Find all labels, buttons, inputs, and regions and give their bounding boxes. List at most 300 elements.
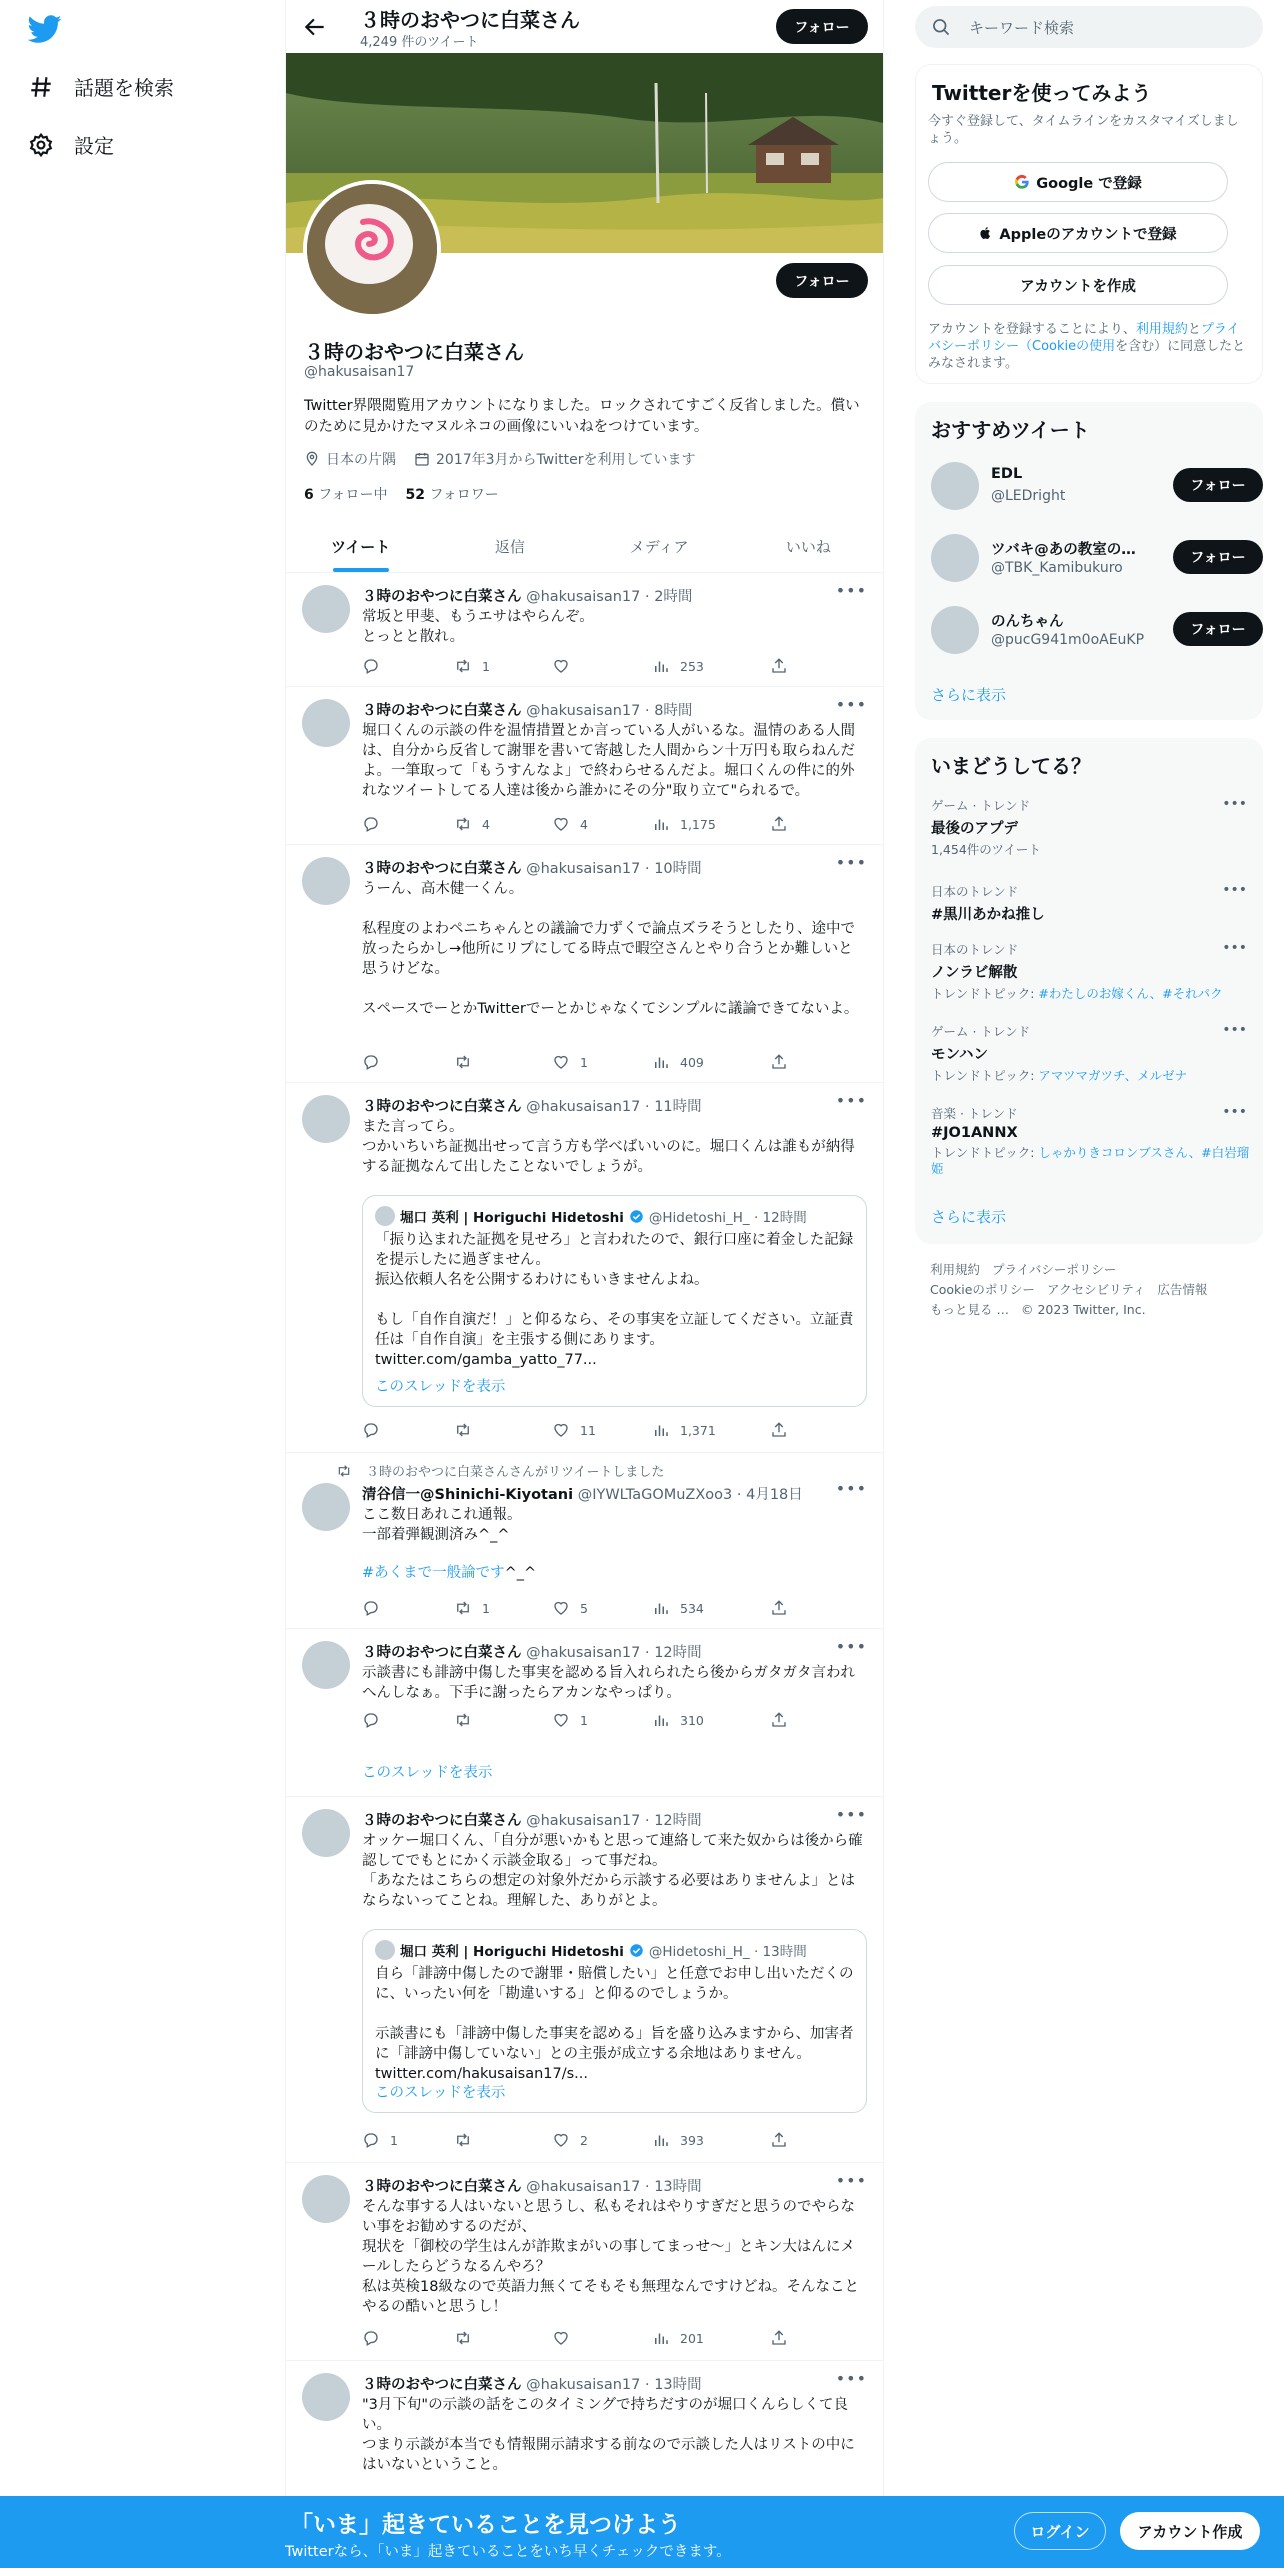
tweet-actions bbox=[362, 1053, 792, 1073]
tweet-author-name[interactable]: ３時のおやつに白菜さん bbox=[362, 861, 522, 877]
views-button[interactable] bbox=[652, 1053, 704, 1071]
tab-likes[interactable]: いいね bbox=[785, 537, 831, 556]
trend-context: 音楽 · トレンド bbox=[931, 1106, 1018, 1121]
like-button[interactable] bbox=[552, 2329, 580, 2347]
tweet-actions bbox=[362, 2329, 792, 2349]
reply-button[interactable] bbox=[362, 1711, 390, 1729]
more-icon[interactable]: ••• bbox=[1222, 796, 1247, 812]
tweet-author-name[interactable]: ３時のおやつに白菜さん bbox=[362, 2377, 522, 2393]
retweet-icon bbox=[454, 815, 472, 833]
like-icon bbox=[552, 1599, 570, 1617]
tweet-actions bbox=[362, 2131, 792, 2151]
like-count: 2 bbox=[580, 2132, 588, 2148]
bottom-signup-bar bbox=[0, 2496, 1284, 2568]
avatar[interactable] bbox=[931, 534, 979, 582]
recommended-title: おすすめツイート bbox=[931, 418, 1090, 442]
trend-topics-label: トレンドトピック: bbox=[931, 1068, 1039, 1083]
like-count: 1 bbox=[580, 1712, 588, 1728]
hashtag-link[interactable]: #あくまで一般論です bbox=[362, 1565, 505, 1581]
suggested-user[interactable] bbox=[931, 534, 1251, 584]
suggested-user-name: ツバキ@あの教室の… bbox=[991, 542, 1136, 558]
signup-subtitle: 今すぐ登録して、タイムラインをカスタマイズしましょう。 bbox=[928, 114, 1239, 146]
trend-context: 日本のトレンド bbox=[931, 942, 1019, 957]
views-icon bbox=[652, 2329, 670, 2347]
reply-icon bbox=[362, 2329, 380, 2347]
calendar-icon bbox=[414, 451, 430, 467]
retweet-icon bbox=[454, 1053, 472, 1071]
quoted-tweet[interactable] bbox=[362, 1195, 867, 1407]
profile-joined bbox=[414, 449, 695, 469]
tweet-text: また言ってら。 つかいちいち証拠出せって言う方も学べばいいのに。堀口くんは誰もが納得する証拠なんて出したことないでしょうが。 bbox=[362, 1119, 855, 1175]
tab-replies[interactable]: 返信 bbox=[494, 537, 525, 556]
tweet-text: 堀口くんの示談の件を温情措置とか言っている人がいるな。温情のある人間は、自分から反省して謝罪を書いて寄越した人間からン十万円も取らねんだよ。一筆取って「もうすんなよ」で終わらせるんだよ。堀口くんの件に的外れなツイートしてる人達は後から誰かにその分"取り立て"られるで。 bbox=[362, 723, 855, 799]
share-button[interactable] bbox=[770, 657, 798, 675]
reply-icon bbox=[362, 1711, 380, 1729]
retweet-icon bbox=[454, 2329, 472, 2347]
signup-title: Twitterを使ってみよう bbox=[932, 81, 1152, 105]
more-icon[interactable]: ••• bbox=[835, 1805, 867, 1824]
more-icon[interactable]: ••• bbox=[835, 695, 867, 714]
views-count: 1,371 bbox=[680, 1422, 716, 1438]
suggested-user[interactable] bbox=[931, 462, 1251, 512]
tweet-meta: @hakusaisan17 · 12時間 bbox=[526, 1813, 702, 1829]
trends-more-link[interactable]: さらに表示 bbox=[931, 1208, 1007, 1226]
reply-button[interactable] bbox=[362, 1053, 390, 1071]
more-icon[interactable]: ••• bbox=[1222, 882, 1247, 898]
reply-button[interactable] bbox=[362, 657, 390, 675]
like-icon bbox=[552, 1421, 570, 1439]
more-icon[interactable]: ••• bbox=[835, 1479, 867, 1498]
views-count: 393 bbox=[680, 2132, 704, 2148]
reply-button[interactable] bbox=[362, 2131, 398, 2149]
views-icon bbox=[652, 2131, 670, 2149]
retweet-button[interactable] bbox=[454, 1053, 482, 1071]
more-icon[interactable]: ••• bbox=[835, 2369, 867, 2388]
avatar[interactable] bbox=[302, 2373, 350, 2421]
more-icon[interactable]: ••• bbox=[835, 1091, 867, 1110]
tweet[interactable] bbox=[286, 1797, 883, 2163]
legal-post: を含む）に同意したとみなされます。 bbox=[928, 339, 1246, 371]
avatar[interactable] bbox=[302, 1483, 350, 1531]
avatar[interactable] bbox=[931, 462, 979, 510]
views-button[interactable] bbox=[652, 1599, 704, 1617]
like-button[interactable] bbox=[552, 657, 580, 675]
legal-pre: アカウントを登録することにより、 bbox=[928, 322, 1136, 337]
bottom-title: 「いま」起きていることを見つけよう bbox=[290, 2512, 681, 2538]
quote-avatar bbox=[375, 1940, 395, 1960]
tweet-header bbox=[362, 699, 692, 720]
signup-legal bbox=[928, 321, 1248, 372]
retweet-icon bbox=[454, 2131, 472, 2149]
trend-title: #黒川あかね推し bbox=[931, 907, 1045, 923]
retweet-button[interactable] bbox=[454, 1711, 482, 1729]
following-link[interactable] bbox=[304, 484, 388, 504]
retweet-small-icon bbox=[336, 1463, 352, 1479]
share-icon bbox=[770, 1421, 788, 1439]
suggested-user[interactable] bbox=[931, 606, 1251, 656]
tweet-author-name[interactable]: ３時のおやつに白菜さん bbox=[362, 1099, 522, 1115]
views-count: 201 bbox=[680, 2330, 704, 2346]
tweet-actions bbox=[362, 1599, 792, 1619]
verified-badge-icon bbox=[629, 1209, 644, 1224]
share-button[interactable] bbox=[770, 2131, 798, 2149]
retweet-button[interactable] bbox=[454, 2131, 482, 2149]
tweet-header bbox=[362, 1641, 702, 1662]
trend-topics-links[interactable]: しゃかりきコロンブスさん、#白岩瑠姫 bbox=[931, 1145, 1250, 1176]
more-icon[interactable]: ••• bbox=[835, 2171, 867, 2190]
suggested-user-handle: @pucG941m0oAEuKP bbox=[991, 632, 1145, 648]
tweet-header bbox=[362, 1483, 803, 1504]
suggested-user-name: EDL bbox=[991, 466, 1023, 482]
like-icon bbox=[552, 1711, 570, 1729]
views-icon bbox=[652, 815, 670, 833]
retweet-button[interactable] bbox=[454, 657, 490, 675]
share-icon bbox=[770, 2131, 788, 2149]
tweet-actions bbox=[362, 657, 792, 677]
share-icon bbox=[770, 657, 788, 675]
quote-author-name: 堀口 英利 | Horiguchi Hidetoshi bbox=[400, 1944, 624, 1960]
views-button[interactable] bbox=[652, 815, 716, 833]
tweet-text: うーん、高木健一くん。 私程度のよわペニちゃんとの議論で力ずくで論点ズラそうとしたり、途中で放ったらかし→他所にリプにしてる時点で暇空さんとやり合うとか難しいと思うけどな。 スペースでーとかTwitterでーとかじゃなくてシンプルに議論できてないよ。 bbox=[362, 881, 859, 1017]
trend-item[interactable] bbox=[931, 796, 1251, 858]
retweet-icon bbox=[454, 1421, 472, 1439]
reply-icon bbox=[362, 815, 380, 833]
quote-avatar bbox=[375, 1206, 395, 1226]
share-icon bbox=[770, 1053, 788, 1071]
like-count: 4 bbox=[580, 816, 588, 832]
tweet-author-name[interactable]: ３時のおやつに白菜さん bbox=[362, 1645, 522, 1661]
share-button[interactable] bbox=[770, 1421, 798, 1439]
reply-icon bbox=[362, 1599, 380, 1617]
tweet-text: 示談書にも誹謗中傷した事実を認める旨入れられたら後からガタガタ言われへんしなぁ。下手に謝ったらアカンなやっぱり。 bbox=[362, 1665, 855, 1701]
quote-text: 自ら「誹謗中傷したので謝罪・賠償したい」と任意でお申し出いただくのに、いったい何を「勘違いする」と仰るのでしょうか。 示談書にも「誹謗中傷した事実を認める」旨を盛り込みますから、加害者に「誹謗中傷していない」との主張が成立する余地はありません。 twitter.com/hakusaisan17/s... bbox=[375, 1966, 854, 2082]
avatar[interactable] bbox=[302, 1641, 350, 1689]
like-count: 1 bbox=[580, 1054, 588, 1070]
tweet-header bbox=[362, 2373, 702, 2394]
footer bbox=[930, 1260, 1250, 1320]
profile-location bbox=[304, 449, 396, 469]
footer-terms[interactable]: 利用規約 bbox=[930, 1262, 981, 1277]
reply-count: 1 bbox=[390, 2132, 398, 2148]
show-thread-link[interactable]: このスレッドを表示 bbox=[362, 1765, 493, 1781]
followers-link[interactable] bbox=[406, 484, 499, 504]
search-placeholder: キーワード検索 bbox=[969, 18, 1075, 37]
followers-label: フォロワー bbox=[429, 487, 499, 503]
reply-button[interactable] bbox=[362, 1421, 390, 1439]
quote-text: 「振り込まれた証拠を見せろ」と言われたので、銀行口座に着金した記録を提示したに過ぎません。 振込依頼人名を公開するわけにもいきませんよね。 もし「自作自演だ！」と仰るなら、その事実を立証してください。立証責任は「自作自演」を主張する側にあります。 twitter.com/gamba_yatto_77... bbox=[375, 1232, 854, 1368]
trend-item[interactable] bbox=[931, 1104, 1251, 1177]
views-button[interactable] bbox=[652, 1711, 704, 1729]
tweet-hashtag-line bbox=[362, 1563, 867, 1583]
share-button[interactable] bbox=[770, 1711, 798, 1729]
apple-icon bbox=[979, 225, 993, 241]
views-button[interactable] bbox=[652, 657, 704, 675]
tweet-author-name[interactable]: ３時のおやつに白菜さん bbox=[362, 2179, 522, 2195]
trend-item[interactable] bbox=[931, 1022, 1251, 1084]
retweet-button[interactable] bbox=[454, 815, 490, 833]
profile-joined-text: 2017年3月からTwitterを利用しています bbox=[436, 452, 696, 468]
avatar-naruto-image bbox=[307, 184, 437, 314]
signup-button[interactable]: アカウント作成 bbox=[1120, 2512, 1260, 2550]
google-signup-label: Google で登録 bbox=[1036, 175, 1142, 192]
reply-icon bbox=[362, 657, 380, 675]
quote-author-name: 堀口 英利 | Horiguchi Hidetoshi bbox=[400, 1210, 624, 1226]
views-icon bbox=[652, 657, 670, 675]
recommended-more-link[interactable]: さらに表示 bbox=[931, 686, 1007, 704]
footer-copyright: © 2023 Twitter, Inc. bbox=[1020, 1302, 1146, 1317]
avatar[interactable] bbox=[302, 585, 350, 633]
profile-follow-button[interactable]: フォロー bbox=[776, 263, 868, 298]
retweet-icon bbox=[454, 657, 472, 675]
tweet-meta: @hakusaisan17 · 10時間 bbox=[526, 861, 702, 877]
cookie-link[interactable]: （Cookieの使用 bbox=[1019, 339, 1116, 354]
terms-link[interactable]: 利用規約 bbox=[1135, 322, 1188, 337]
like-button[interactable] bbox=[552, 1053, 588, 1071]
reply-button[interactable] bbox=[362, 2329, 390, 2347]
tweet-meta: @IYWLTaGOMuZXoo3 · 4月18日 bbox=[577, 1487, 803, 1503]
footer-cookie[interactable]: Cookieのポリシー bbox=[930, 1282, 1035, 1297]
trend-context: ゲーム · トレンド bbox=[931, 1024, 1031, 1039]
tweet-header bbox=[362, 1809, 702, 1830]
create-account-button[interactable] bbox=[928, 265, 1228, 305]
tweet-meta: @hakusaisan17 · 13時間 bbox=[526, 2377, 702, 2393]
share-button[interactable] bbox=[770, 1053, 798, 1071]
avatar[interactable] bbox=[302, 2175, 350, 2223]
like-button[interactable] bbox=[552, 1421, 596, 1439]
share-button[interactable] bbox=[770, 2329, 798, 2347]
footer-ads[interactable]: 広告情報 bbox=[1157, 1282, 1208, 1297]
header-tweet-count: 4,249 件のツイート bbox=[360, 35, 479, 50]
avatar[interactable] bbox=[302, 1095, 350, 1143]
suggested-user-handle: @TBK_Kamibukuro bbox=[991, 560, 1123, 576]
footer-more[interactable]: もっと見る … bbox=[930, 1302, 1009, 1317]
quote-header bbox=[375, 1940, 807, 1960]
trend-subtext: 1,454件のツイート bbox=[931, 842, 1041, 857]
trend-topics-links[interactable]: アマツマガツチ、メルゼナ bbox=[1038, 1068, 1188, 1083]
tweet-author-name[interactable]: ３時のおやつに白菜さん bbox=[362, 703, 522, 719]
tweet[interactable] bbox=[286, 1453, 883, 1629]
views-button[interactable] bbox=[652, 1421, 716, 1439]
share-button[interactable] bbox=[770, 1599, 798, 1617]
like-button[interactable] bbox=[552, 815, 588, 833]
profile-name: ３時のおやつに白菜さん bbox=[304, 340, 524, 364]
trend-item[interactable] bbox=[931, 882, 1251, 924]
suggested-follow-button[interactable]: フォロー bbox=[1173, 468, 1263, 502]
nav-explore[interactable] bbox=[28, 72, 174, 101]
hashtag-tail: ^_^ bbox=[504, 1565, 537, 1581]
bottom-subtitle: Twitterなら、「いま」起きていることをいち早くチェックできます。 bbox=[285, 2544, 731, 2560]
login-button[interactable]: ログイン bbox=[1014, 2512, 1106, 2550]
trend-topics bbox=[931, 986, 1251, 1002]
quote-meta: @Hidetoshi_H_ · 13時間 bbox=[648, 1944, 807, 1960]
tweet-meta: @hakusaisan17 · 8時間 bbox=[526, 703, 693, 719]
views-button[interactable] bbox=[652, 2131, 704, 2149]
views-button[interactable] bbox=[652, 2329, 704, 2347]
footer-privacy[interactable]: プライバシーポリシー bbox=[992, 1262, 1117, 1277]
retweet-button[interactable] bbox=[454, 2329, 482, 2347]
trend-topics-links[interactable]: #わたしのお嫁くん、#それパク bbox=[1038, 986, 1223, 1001]
trend-title: モンハン bbox=[931, 1047, 988, 1063]
trend-context: 日本のトレンド bbox=[931, 884, 1019, 899]
reply-button[interactable] bbox=[362, 1599, 390, 1617]
profile-handle: @hakusaisan17 bbox=[304, 364, 415, 380]
suggested-user-name: のんちゃん bbox=[991, 614, 1064, 630]
trend-topics bbox=[931, 1068, 1251, 1084]
tweet[interactable] bbox=[286, 573, 883, 687]
gear-icon bbox=[28, 132, 54, 158]
tweet-text: ここ数日あれこれ通報。 一部着弾観測済み^_^ bbox=[362, 1507, 522, 1543]
avatar[interactable] bbox=[302, 857, 350, 905]
trends-title: いまどうしてる？ bbox=[931, 754, 1091, 778]
tweet-meta: @hakusaisan17 · 2時間 bbox=[526, 589, 693, 605]
views-count: 253 bbox=[680, 658, 704, 674]
apple-signup-label: Appleのアカウントで登録 bbox=[999, 226, 1177, 243]
quote-meta: @Hidetoshi_H_ · 12時間 bbox=[648, 1210, 807, 1226]
avatar[interactable] bbox=[302, 699, 350, 747]
avatar[interactable] bbox=[931, 606, 979, 654]
views-count: 409 bbox=[680, 1054, 704, 1070]
tweet[interactable] bbox=[286, 687, 883, 845]
header-follow-button[interactable]: フォロー bbox=[776, 9, 868, 44]
tweet[interactable] bbox=[286, 1083, 883, 1453]
profile-avatar[interactable] bbox=[303, 180, 441, 318]
views-count: 534 bbox=[680, 1600, 704, 1616]
tab-media[interactable]: メディア bbox=[629, 537, 689, 556]
reply-icon bbox=[362, 1053, 380, 1071]
suggested-user-handle: @LEDright bbox=[991, 488, 1066, 504]
apple-signup-button[interactable] bbox=[928, 213, 1228, 253]
profile-meta bbox=[304, 449, 695, 469]
retweet-context-label: ３時のおやつに白菜さんさんがリツイートしました bbox=[366, 1465, 665, 1480]
views-icon bbox=[652, 1421, 670, 1439]
tweet[interactable] bbox=[286, 2163, 883, 2361]
tweet-header bbox=[362, 585, 692, 606]
more-icon[interactable]: ••• bbox=[835, 1637, 867, 1656]
tweet-meta: @hakusaisan17 · 11時間 bbox=[526, 1099, 702, 1115]
profile-location-text: 日本の片隅 bbox=[326, 452, 396, 468]
tweet-author-name[interactable]: 清谷信一@Shinichi-Kiyotani bbox=[362, 1487, 574, 1503]
views-icon bbox=[652, 1053, 670, 1071]
like-button[interactable] bbox=[552, 1599, 588, 1617]
share-icon bbox=[770, 2329, 788, 2347]
quote-thread-link[interactable]: このスレッドを表示 bbox=[375, 2085, 506, 2101]
header-title: ３時のおやつに白菜さん bbox=[360, 8, 580, 32]
search-box[interactable] bbox=[915, 6, 1263, 48]
avatar[interactable] bbox=[302, 1809, 350, 1857]
like-icon bbox=[552, 815, 570, 833]
reply-button[interactable] bbox=[362, 815, 390, 833]
followers-count: 52 bbox=[405, 487, 425, 503]
trend-topics-label: トレンドトピック: bbox=[931, 1145, 1039, 1160]
retweet-button[interactable] bbox=[454, 1599, 490, 1617]
reply-icon bbox=[362, 1421, 380, 1439]
twitter-logo-icon[interactable] bbox=[28, 12, 62, 46]
profile-column bbox=[285, 0, 884, 2568]
profile-bio: Twitter界隈閲覧用アカウントになりました。ロックされてすごく反省しました。償いのために見かけたマヌルネコの画像にいいねをつけています。 bbox=[304, 398, 860, 435]
signup-card bbox=[915, 64, 1263, 384]
tweet[interactable] bbox=[286, 845, 883, 1083]
following-count: 6 bbox=[304, 487, 314, 503]
retweet-icon bbox=[454, 1711, 472, 1729]
trend-title: 最後のアプデ bbox=[931, 821, 1018, 837]
create-account-label: アカウントを作成 bbox=[1020, 278, 1136, 295]
tweet-header bbox=[362, 2175, 702, 2196]
trend-context: ゲーム · トレンド bbox=[931, 798, 1031, 813]
legal-and: と bbox=[1187, 322, 1201, 337]
like-button[interactable] bbox=[552, 1711, 588, 1729]
tweet-text: "3月下旬"の示談の話をこのタイミングで持ちだすのが堀口くんらしくて良い。 つまり示談が本当でも情報開示請求する前なので示談した人はリストの中にはいないということ。 bbox=[362, 2397, 855, 2473]
quoted-tweet[interactable] bbox=[362, 1929, 867, 2113]
google-signup-button[interactable] bbox=[928, 162, 1228, 202]
tweet-text: 常坂と甲斐、もうエサはやらんぞ。 とっとと散れ。 bbox=[362, 609, 594, 645]
more-icon[interactable]: ••• bbox=[1222, 1022, 1247, 1038]
profile-tabs bbox=[286, 520, 883, 573]
tweet-text: オッケー堀口くん、「自分が悪いかもと思って連絡して来た奴からは後から確認してでもとにかく示談金取る」って事だね。 「あなたはこちらの想定の対象外だから示談する必要はありませんよ」とはならないってことね。理解した、ありがとよ。 bbox=[362, 1833, 863, 1909]
back-arrow-icon[interactable] bbox=[302, 14, 328, 40]
footer-accessibility[interactable]: アクセシビリティ bbox=[1046, 1282, 1146, 1297]
trends-card bbox=[915, 738, 1263, 1244]
more-icon[interactable]: ••• bbox=[835, 853, 867, 872]
views-count: 310 bbox=[680, 1712, 704, 1728]
tweet[interactable] bbox=[286, 1629, 883, 1797]
trend-topics bbox=[931, 1145, 1251, 1177]
tweet-header bbox=[362, 857, 702, 878]
tab-tweets[interactable]: ツイート bbox=[286, 520, 435, 572]
suggested-follow-button[interactable]: フォロー bbox=[1173, 540, 1263, 574]
share-icon bbox=[770, 1599, 788, 1617]
google-icon bbox=[1014, 174, 1030, 190]
like-button[interactable] bbox=[552, 2131, 588, 2149]
nav-settings[interactable] bbox=[28, 130, 114, 159]
trend-topics-label: トレンドトピック: bbox=[931, 986, 1039, 1001]
more-icon[interactable]: ••• bbox=[1222, 940, 1247, 956]
tweet-actions bbox=[362, 1421, 792, 1441]
tweet-actions bbox=[362, 1711, 792, 1731]
nav-settings-label: 設定 bbox=[74, 134, 114, 158]
like-icon bbox=[552, 657, 570, 675]
tweet-meta: @hakusaisan17 · 12時間 bbox=[526, 1645, 702, 1661]
tweet-meta: @hakusaisan17 · 13時間 bbox=[526, 2179, 702, 2195]
views-icon bbox=[652, 1711, 670, 1729]
verified-badge-icon bbox=[629, 1943, 644, 1958]
like-count: 5 bbox=[580, 1600, 588, 1616]
like-icon bbox=[552, 1053, 570, 1071]
tweet-actions bbox=[362, 815, 792, 835]
share-button[interactable] bbox=[770, 815, 798, 833]
like-icon bbox=[552, 2131, 570, 2149]
retweet-context bbox=[336, 1461, 664, 1480]
location-pin-icon bbox=[304, 451, 320, 467]
share-icon bbox=[770, 815, 788, 833]
share-icon bbox=[770, 1711, 788, 1729]
more-icon[interactable]: ••• bbox=[835, 581, 867, 600]
retweet-button[interactable] bbox=[454, 1421, 482, 1439]
retweet-icon bbox=[454, 1599, 472, 1617]
tweet-text: そんな事する人はいないと思うし、私もそれはやりすぎだと思うのでやらない事をお勧めするのだが、 現状を「御校の学生はんが詐欺まがいの事してまっせ〜」とキン大はんにメールしたらどうなるんやろ？ 私は英検18級なので英語力無くてそもそも無理なんですけどね。そんなことやるの酷いと思うし！ bbox=[362, 2199, 859, 2315]
tweet-author-name[interactable]: ３時のおやつに白菜さん bbox=[362, 1813, 522, 1829]
retweet-count: 1 bbox=[482, 658, 490, 674]
suggested-follow-button[interactable]: フォロー bbox=[1173, 612, 1263, 646]
trend-item[interactable] bbox=[931, 940, 1251, 1002]
profile-follow-stats bbox=[304, 484, 499, 504]
reply-icon bbox=[362, 2131, 380, 2149]
more-icon[interactable]: ••• bbox=[1222, 1104, 1247, 1120]
tweet-author-name[interactable]: ３時のおやつに白菜さん bbox=[362, 589, 522, 605]
quote-thread-link[interactable]: このスレッドを表示 bbox=[375, 1379, 506, 1395]
trend-title: #JO1ANNX bbox=[931, 1125, 1018, 1141]
privacy-link[interactable]: プライバシーポリシー bbox=[928, 322, 1240, 354]
like-count: 11 bbox=[580, 1422, 596, 1438]
